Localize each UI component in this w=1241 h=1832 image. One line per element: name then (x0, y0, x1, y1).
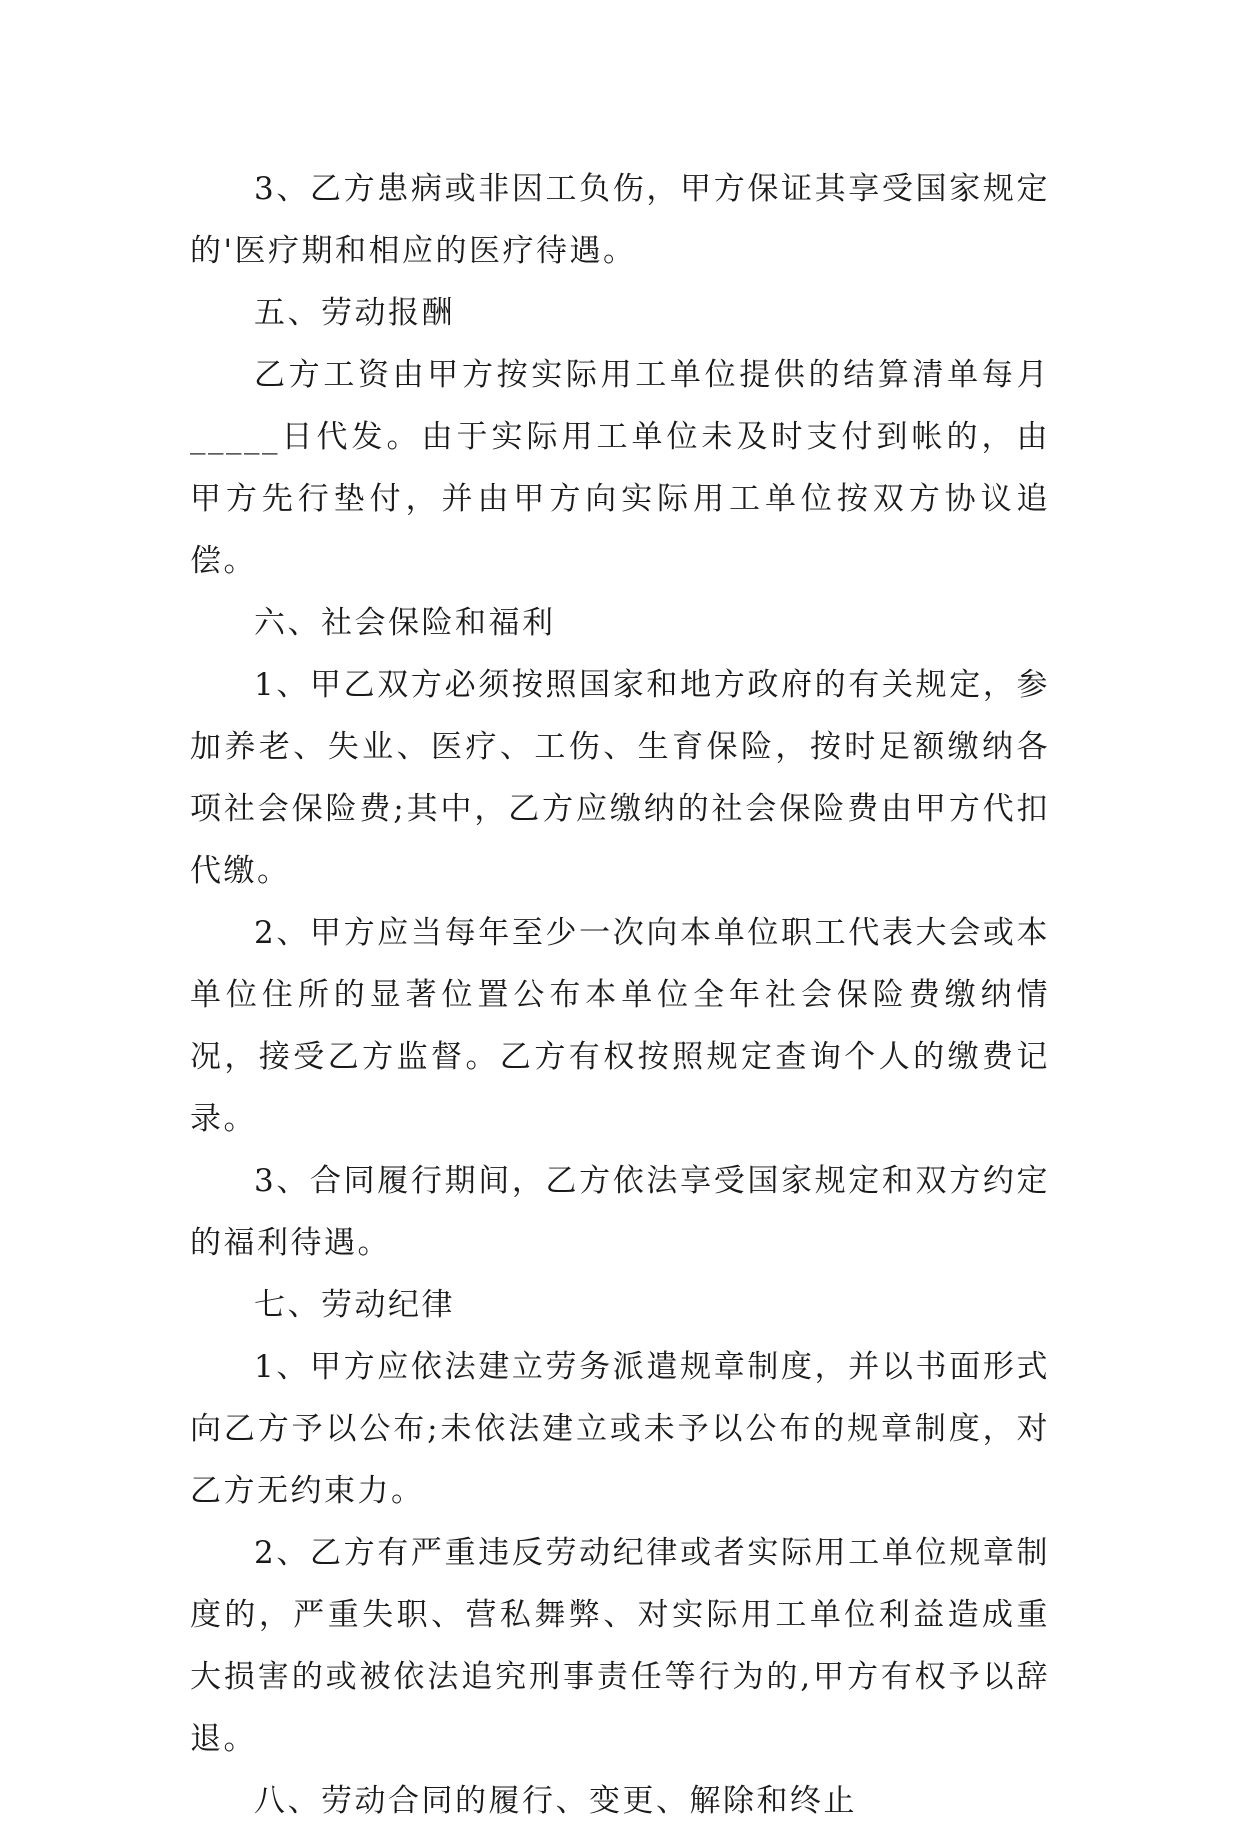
paragraph-discipline-2: 2、乙方有严重违反劳动纪律或者实际用工单位规章制度的，严重失职、营私舞弊、对实际用工单位利益造成重大损害的或被依法追究刑事责任等行为的,甲方有权予以辞退。 (190, 1535, 1050, 1757)
paragraph-medical-treatment: 3、乙方患病或非因工负伤，甲方保证其享受国家规定的'医疗期和相应的医疗待遇。 (190, 171, 1050, 269)
section-heading-discipline: 七、劳动纪律 (254, 1287, 455, 1323)
paragraph-wages: 乙方工资由甲方按实际用工单位提供的结算清单每月_____日代发。由于实际用工单位未及时支付到帐的，由甲方先行垫付，并由甲方向实际用工单位按双方协议追偿。 (190, 357, 1050, 579)
paragraph-discipline-1: 1、甲方应依法建立劳务派遣规章制度，并以书面形式向乙方予以公布;未依法建立或未予以公布的规章制度，对乙方无约束力。 (190, 1349, 1050, 1509)
paragraph-insurance-2: 2、甲方应当每年至少一次向本单位职工代表大会或本单位住所的显著位置公布本单位全年社会保险费缴纳情况，接受乙方监督。乙方有权按照规定查询个人的缴费记录。 (190, 915, 1050, 1137)
document-body (190, 158, 1050, 1832)
section-heading-social-insurance: 六、社会保险和福利 (254, 605, 556, 641)
paragraph-insurance-3: 3、合同履行期间，乙方依法享受国家规定和双方约定的福利待遇。 (190, 1163, 1050, 1261)
section-heading-remuneration: 五、劳动报酬 (254, 295, 455, 331)
section-heading-contract-performance: 八、劳动合同的履行、变更、解除和终止 (254, 1783, 857, 1819)
paragraph-insurance-1: 1、甲乙双方必须按照国家和地方政府的有关规定，参加养老、失业、医疗、工伤、生育保险，按时足额缴纳各项社会保险费;其中，乙方应缴纳的社会保险费由甲方代扣代缴。 (190, 667, 1050, 889)
